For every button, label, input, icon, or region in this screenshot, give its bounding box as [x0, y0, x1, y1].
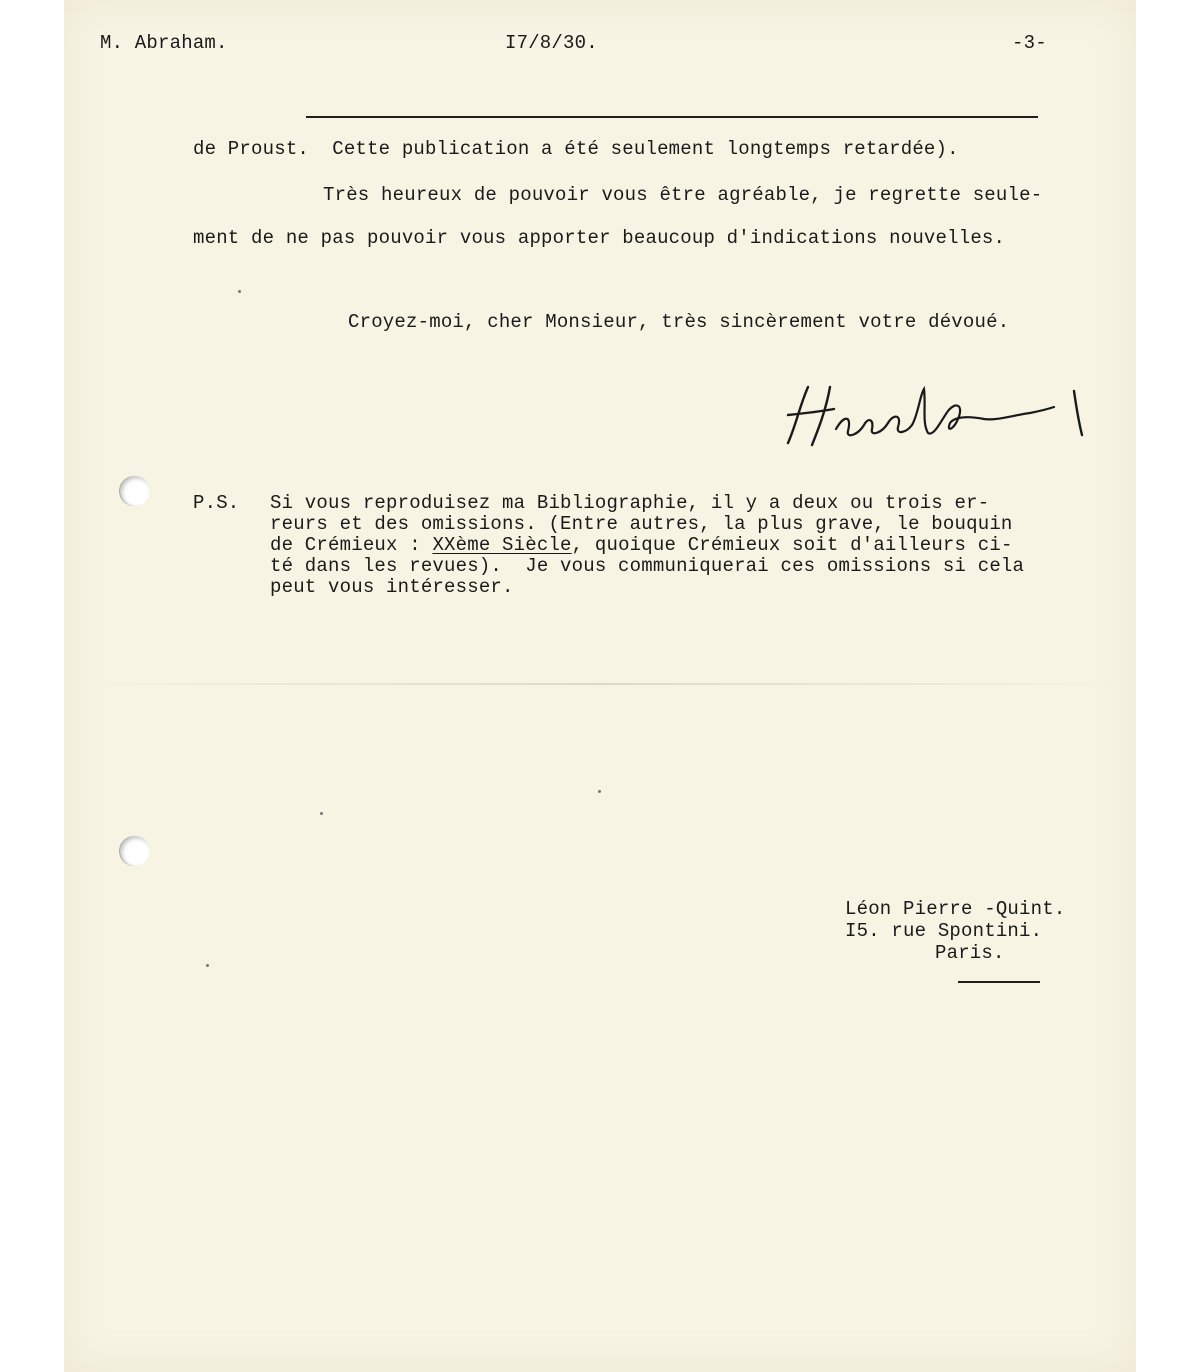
paper-speck — [206, 964, 209, 967]
sender-street: I5. rue Spontini. — [845, 920, 1043, 942]
handwritten-signature — [778, 375, 1098, 455]
ps-line: Si vous reproduisez ma Bibliographie, il y a deux ou trois er- — [270, 492, 990, 514]
paper-speck — [320, 812, 323, 815]
body-paragraph-line: ment de ne pas pouvoir vous apporter beaucoup d'indications nouvelles. — [193, 227, 1006, 249]
ps-line: reurs et des omissions. (Entre autres, la plus grave, le bouquin — [270, 513, 1013, 535]
ps-line-prefix: de Crémieux : — [270, 534, 433, 556]
book-title-underlined: XXème Siècle — [432, 534, 572, 556]
header-date: I7/8/30. — [505, 32, 598, 54]
sender-name: Léon Pierre -Quint. — [845, 898, 1066, 920]
separator-rule — [306, 116, 1038, 118]
punch-hole — [120, 836, 150, 866]
ps-line-suffix: , quoique Crémieux soit d'ailleurs ci- — [571, 534, 1013, 556]
ps-line: peut vous intéresser. — [270, 576, 514, 598]
paper-speck — [598, 790, 601, 793]
header-page-number: -3- — [1012, 32, 1047, 54]
punch-hole — [120, 476, 150, 506]
body-paragraph-line: de Proust. Cette publication a été seulement longtemps retardée). — [193, 138, 959, 160]
ps-line: té dans les revues). Je vous communiquerai ces omissions si cela — [270, 555, 1025, 577]
closing-rule — [958, 981, 1040, 983]
paper-speck — [238, 290, 241, 293]
header-addressee: M. Abraham. — [100, 32, 228, 54]
ps-line — [270, 534, 1013, 556]
closing-line: Croyez-moi, cher Monsieur, très sincèrement votre dévoué. — [348, 311, 1010, 333]
paper-fold-crease — [64, 683, 1136, 685]
ps-label: P.S. — [193, 492, 240, 514]
sender-city: Paris. — [935, 942, 1005, 964]
body-paragraph-line: Très heureux de pouvoir vous être agréable, je regrette seule- — [323, 184, 1043, 206]
